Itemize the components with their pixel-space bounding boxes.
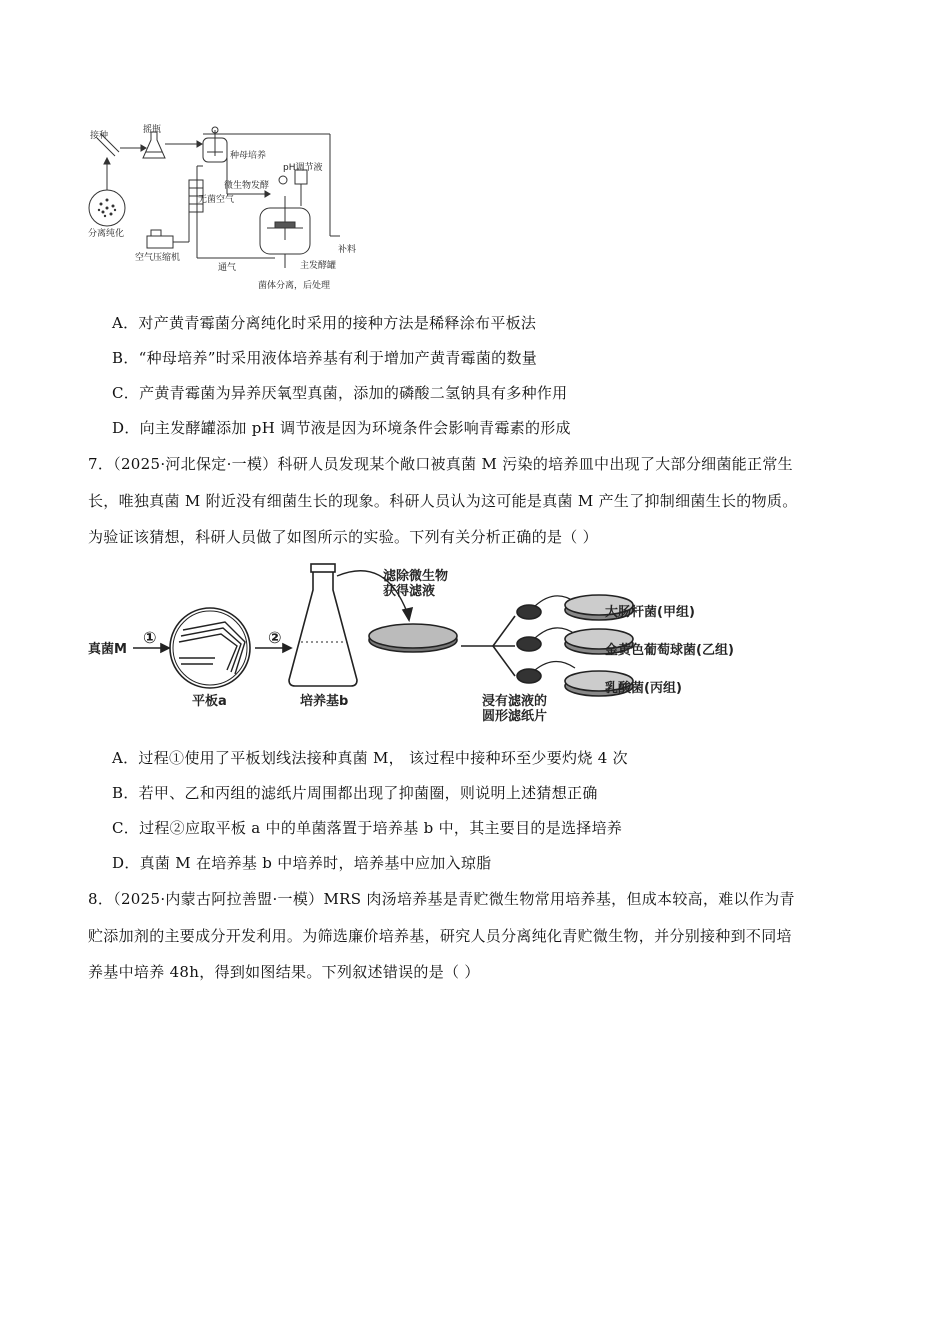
label-step-1: ①	[143, 628, 157, 647]
q7-option-d: D．真菌 M 在培养基 b 中培养时，培养基中应加入琼脂	[112, 854, 492, 872]
label-filter-line-1: 滤除微生物	[383, 569, 449, 584]
label-paper-line-1: 浸有滤液的	[482, 694, 548, 709]
q7-stem-line-1: 7．（2025·河北保定·一模）科研人员发现某个敞口被真菌 M 污染的培养皿中出现了大部分细菌能正常生	[88, 455, 793, 473]
label-seed-culture: 种母培养	[230, 151, 267, 161]
label-group-c: 乳酸菌(丙组)	[605, 681, 682, 696]
label-shake-flask: 摇瓶	[143, 125, 162, 135]
label-ph-liquid: pH调节液	[283, 163, 323, 173]
q6-option-d: D．向主发酵罐添加 pH 调节液是因为环境条件会影响青霉素的形成	[112, 419, 571, 437]
label-aeration: 通气	[218, 263, 237, 273]
label-plate-a: 平板a	[192, 694, 227, 709]
label-step-2: ②	[268, 628, 282, 647]
q8-stem-line-2: 贮添加剂的主要成分开发利用。为筛选廉价培养基，研究人员分离纯化青贮微生物，并分别接种到不同培	[88, 927, 792, 945]
label-filter-line-2: 获得滤液	[383, 584, 436, 599]
q7-option-c: C．过程②应取平板 a 中的单菌落置于培养基 b 中，其主要目的是选择培养	[112, 819, 623, 837]
label-main-fermenter: 主发酵罐	[300, 261, 337, 271]
label-post-process: 菌体分离，后处理	[258, 281, 331, 291]
q8-stem-line-1: 8．（2025·内蒙古阿拉善盟·一模）MRS 肉汤培养基是青贮微生物常用培养基，但成本较高，难以作为青	[88, 890, 795, 908]
label-paper-line-2: 圆形滤纸片	[482, 709, 548, 724]
q7-option-a: A．过程①使用了平板划线法接种真菌 M， 该过程中接种环至少要灼烧 4 次	[112, 749, 628, 767]
label-medium-b: 培养基b	[300, 694, 349, 709]
q6-option-a: A．对产黄青霉菌分离纯化时采用的接种方法是稀释涂布平板法	[112, 314, 537, 332]
q6-option-c: C．产黄青霉菌为异养厌氧型真菌，添加的磷酸二氢钠具有多种作用	[112, 384, 568, 402]
label-isolation: 分离纯化	[88, 229, 125, 239]
label-group-b: 金黄色葡萄球菌(乙组)	[605, 643, 734, 658]
label-group-a: 大肠杆菌(甲组)	[605, 605, 695, 620]
label-microbial-fermentation: 微生物发酵	[224, 181, 270, 191]
q6-option-b: B．“种母培养”时采用液体培养基有利于增加产黄青霉菌的数量	[112, 349, 538, 367]
q8-stem-line-3: 养基中培养 48h，得到如图结果。下列叙述错误的是（ ）	[88, 963, 480, 981]
label-supplement: 补料	[338, 245, 357, 255]
label-air-compressor: 空气压缩机	[135, 253, 181, 263]
q7-option-b: B．若甲、乙和丙组的滤纸片周围都出现了抑菌圈，则说明上述猜想正确	[112, 784, 598, 802]
label-sterile-air: 无菌空气	[198, 195, 235, 205]
label-fungus-m: 真菌M	[88, 642, 127, 657]
q7-stem-line-2: 长，唯独真菌 M 附近没有细菌生长的现象。科研人员认为这可能是真菌 M 产生了抑制细菌生长的物质。	[88, 492, 798, 510]
label-inoculate: 接种	[90, 131, 109, 141]
q7-stem-line-3: 为验证该猜想，科研人员做了如图所示的实验。下列有关分析正确的是（ ）	[88, 528, 598, 546]
